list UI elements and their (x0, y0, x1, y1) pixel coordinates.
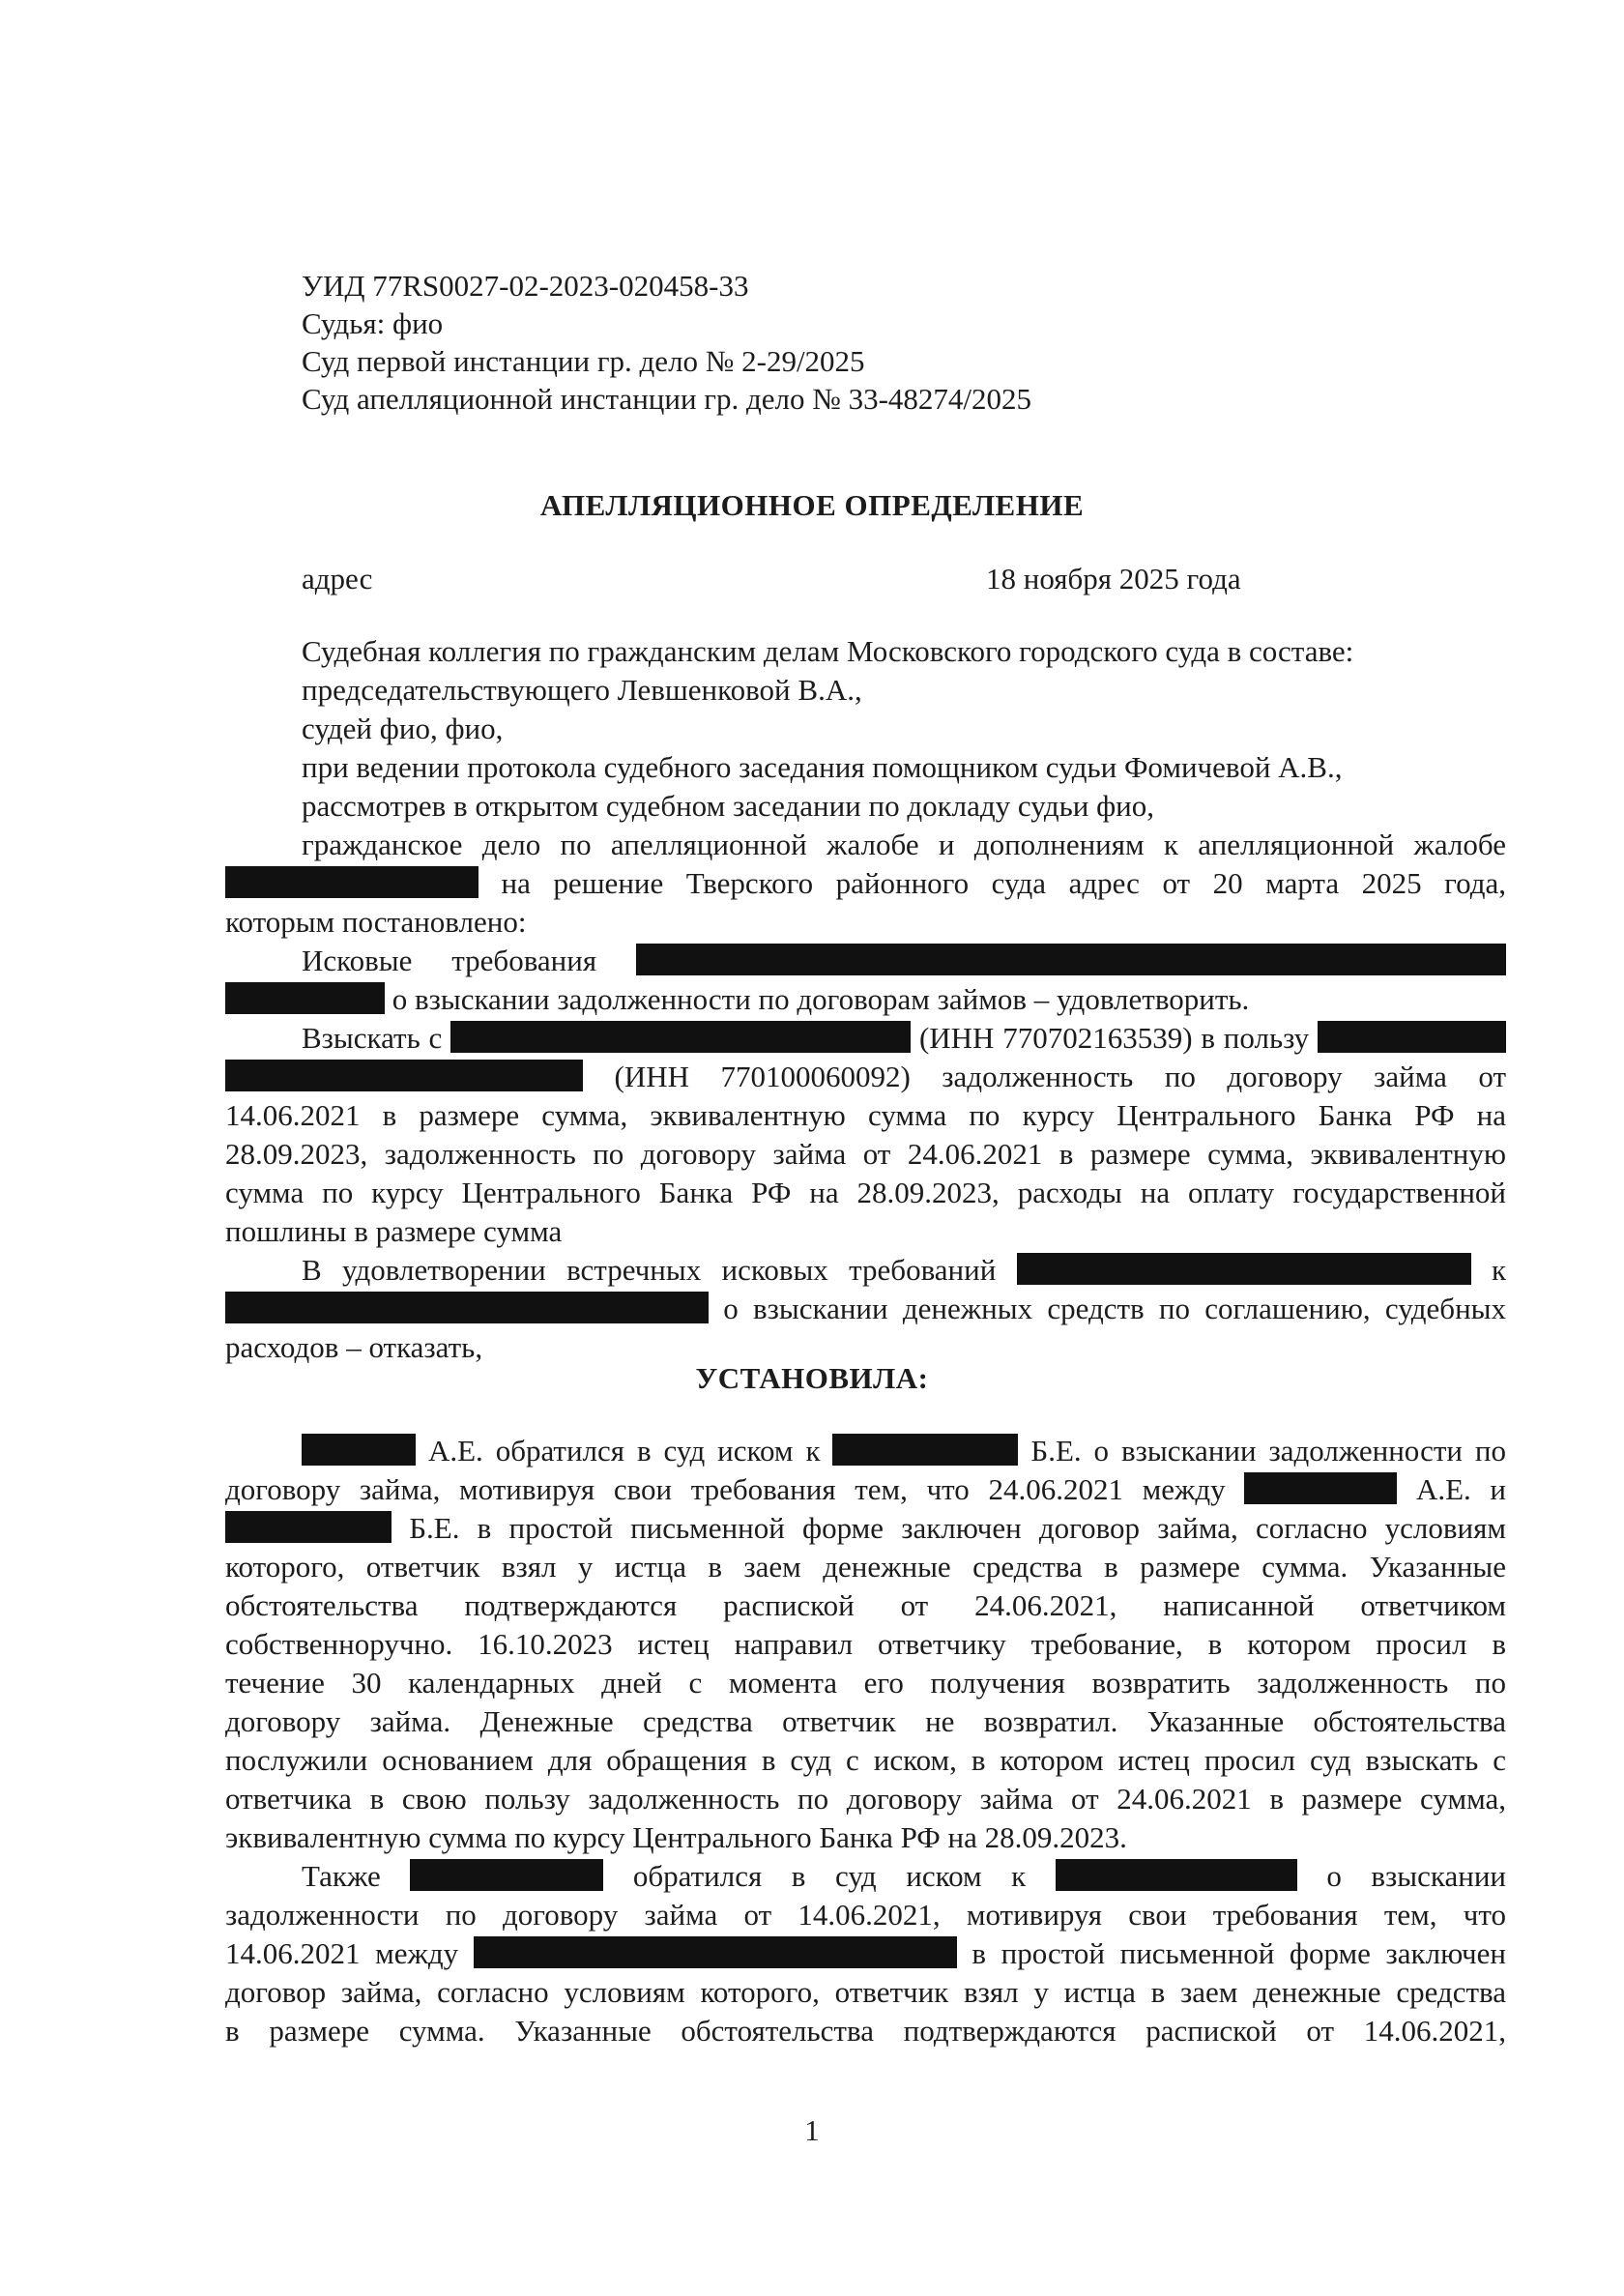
text-line: судей фио, фио, (302, 712, 504, 745)
case-uid: УИД 77RS0027-02-2023-020458-33 (302, 269, 749, 303)
redaction-block (636, 944, 1506, 975)
judge-line: Судья: фио (302, 306, 444, 340)
intro-paragraph (225, 632, 1506, 1367)
redaction-block (302, 1434, 416, 1466)
text-line: Исковые требования (225, 942, 1506, 980)
text-line: послужили основанием для обращения в суд с иском, в котором истец просил суд взыскать с (225, 1743, 1506, 1777)
section-title: УСТАНОВИЛА: (695, 1361, 929, 1395)
redaction-block (474, 1936, 957, 1968)
text-line: Б.Е. в простой письменной форме заключен договор займа, согласно условиям (225, 1509, 1506, 1548)
text-line: Также обратился в суд иском к о взыскании (302, 1859, 1507, 1893)
text-line: рассмотрев в открытом судебном заседании по докладу судьи фио, (302, 789, 1155, 823)
text-line: которого, ответчик взял у истца в заем денежные средства в размере сумма. Указанные (225, 1550, 1506, 1584)
text-line: (ИНН 770100060092) задолженность по договору займа от (225, 1058, 1506, 1096)
text-line: ответчика в свою пользу задолженность по договору займа от 24.06.2021 в размере сумма, (225, 1782, 1506, 1816)
first-instance-case: Суд первой инстанции гр. дело № 2-29/2025 (302, 344, 865, 378)
text-line: течение 30 календарных дней с момента его получения возвратить задолженность по (225, 1666, 1506, 1700)
redaction-block (225, 1292, 709, 1323)
redaction-block (1017, 1253, 1471, 1285)
text-line: договору займа, мотивируя свои требования тем, что 24.06.2021 между А.Е. и (225, 1472, 1506, 1506)
redaction-block (1244, 1472, 1397, 1504)
redaction-block (410, 1859, 603, 1891)
text-line: пошлины в размере сумма (225, 1214, 563, 1248)
text-line: председательствующего Левшенковой В.А., (302, 673, 862, 707)
redaction-block (225, 866, 478, 898)
text-line: гражданское дело по апелляционной жалобе и дополнениям к апелляционной жалобе (302, 828, 1506, 861)
text-line: А.Е. обратился в суд иском к Б.Е. о взыскании задолженности по (225, 1432, 1506, 1470)
text-line: договор займа, согласно условиям которого, ответчик взял у истца в заем денежные средства (225, 1975, 1506, 2009)
document-title: АПЕЛЛЯЦИОННОЕ ОПРЕДЕЛЕНИЕ (539, 488, 1085, 522)
text-line: в размере сумма. Указанные обстоятельства подтверждаются распиской от 14.06.2021, (225, 2014, 1506, 2048)
redaction-block (225, 1060, 583, 1091)
text-line: Судебная коллегия по гражданским делам Московского городского суда в составе: (302, 634, 1354, 668)
redaction-block (225, 1511, 392, 1543)
text-line: о взыскании денежных средств по соглашению, судебных (225, 1290, 1506, 1328)
text-line: договору займа. Денежные средства ответчик не возвратил. Указанные обстоятельства (225, 1704, 1506, 1738)
text-line: на решение Тверского районного суда адрес от 20 марта 2025 года, (225, 864, 1506, 903)
text-line: при ведении протокола судебного заседания помощником судьи Фомичевой А.В., (302, 750, 1343, 784)
redaction-block (1318, 1021, 1506, 1053)
text-line: 14.06.2021 в размере сумма, эквивалентную сумма по курсу Центрального Банка РФ на (225, 1098, 1506, 1132)
text-line: расходов – отказать, (225, 1330, 483, 1364)
text-line: 14.06.2021 между в простой письменной форме заключен (225, 1936, 1506, 1970)
redaction-block (832, 1434, 1018, 1466)
redaction-block (1056, 1859, 1297, 1891)
text-line: собственноручно. 16.10.2023 истец направил ответчику требование, в котором просил в (225, 1627, 1506, 1661)
text-line: задолженности по договору займа от 14.06.2021, мотивируя свои требования тем, что (225, 1898, 1506, 1932)
redaction-block (450, 1021, 911, 1053)
text-line: сумма по курсу Центрального Банка РФ на 28.09.2023, расходы на оплату государственной (225, 1176, 1506, 1209)
text-line: Взыскать с (ИНН 770702163539) в пользу (225, 1019, 1506, 1058)
text-line: эквивалентную сумма по курсу Центрального Банка РФ на 28.09.2023. (225, 1820, 1127, 1854)
text-line: 28.09.2023, задолженность по договору займа от 24.06.2021 в размере сумма, эквивалентную (225, 1137, 1506, 1171)
case-header (302, 267, 1031, 418)
text-line: о взыскании задолженности по договорам займов – удовлетворить. (225, 980, 1506, 1019)
text-line: которым постановлено: (225, 905, 527, 939)
place: адрес (302, 562, 373, 596)
established-paragraph (225, 1432, 1506, 2050)
text-line: В удовлетворении встречных исковых требований к (302, 1253, 1507, 1287)
page-number: 1 (804, 2113, 820, 2147)
redaction-block (225, 982, 385, 1014)
appeal-instance-case: Суд апелляционной инстанции гр. дело № 33-48274/2025 (302, 382, 1032, 416)
text-line: обстоятельства подтверждаются распиской от 24.06.2021, написанной ответчиком (225, 1588, 1506, 1622)
date: 18 ноября 2025 года (986, 562, 1241, 596)
